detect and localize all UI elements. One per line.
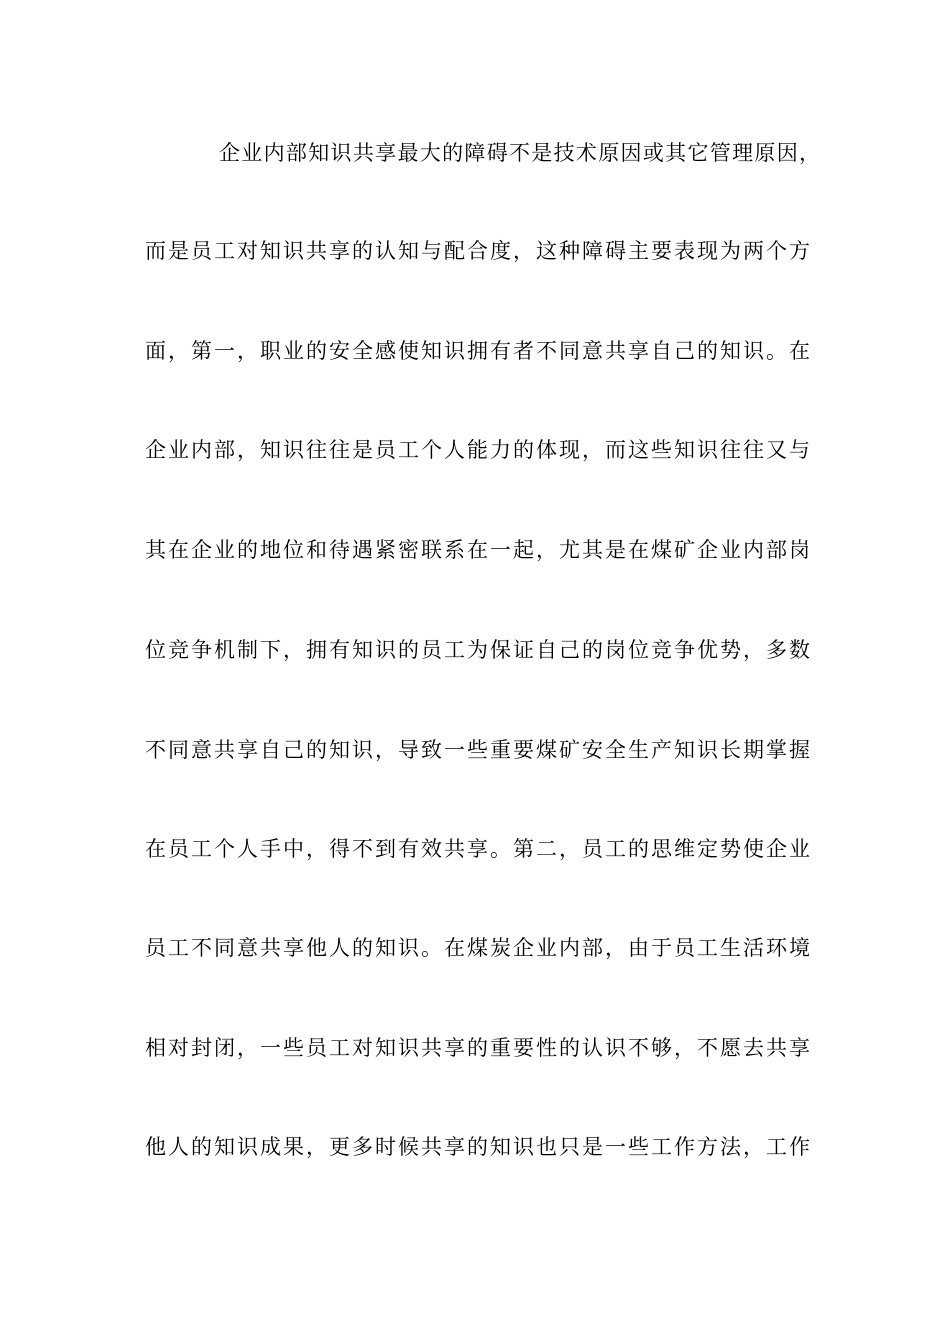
paragraph-line-8: 在员工个人手中，得不到有效共享。第二，员工的思维定势使企业 [145, 837, 810, 861]
paragraph-line-11: 他人的知识成果，更多时候共享的知识也只是一些工作方法，工作 [145, 1135, 810, 1159]
paragraph-line-9: 员工不同意共享他人的知识。在煤炭企业内部，由于员工生活环境 [145, 936, 810, 960]
paragraph-line-6: 位竞争机制下，拥有知识的员工为保证自己的岗位竞争优势，多数 [145, 638, 810, 662]
paragraph-line-1: 企业内部知识共享最大的障碍不是技术原因或其它管理原因， [219, 141, 820, 165]
paragraph-line-2: 而是员工对知识共享的认知与配合度，这种障碍主要表现为两个方 [145, 239, 810, 263]
paragraph-line-4: 企业内部，知识往往是员工个人能力的体现，而这些知识往往又与 [145, 438, 810, 462]
paragraph-line-7: 不同意共享自己的知识，导致一些重要煤矿安全生产知识长期掌握 [145, 738, 810, 762]
paragraph-line-5: 其在企业的地位和待遇紧密联系在一起，尤其是在煤矿企业内部岗 [145, 538, 810, 562]
paragraph-line-10: 相对封闭，一些员工对知识共享的重要性的认识不够，不愿去共享 [145, 1036, 810, 1060]
paragraph-line-3: 面，第一，职业的安全感使知识拥有者不同意共享自己的知识。在 [145, 339, 810, 363]
